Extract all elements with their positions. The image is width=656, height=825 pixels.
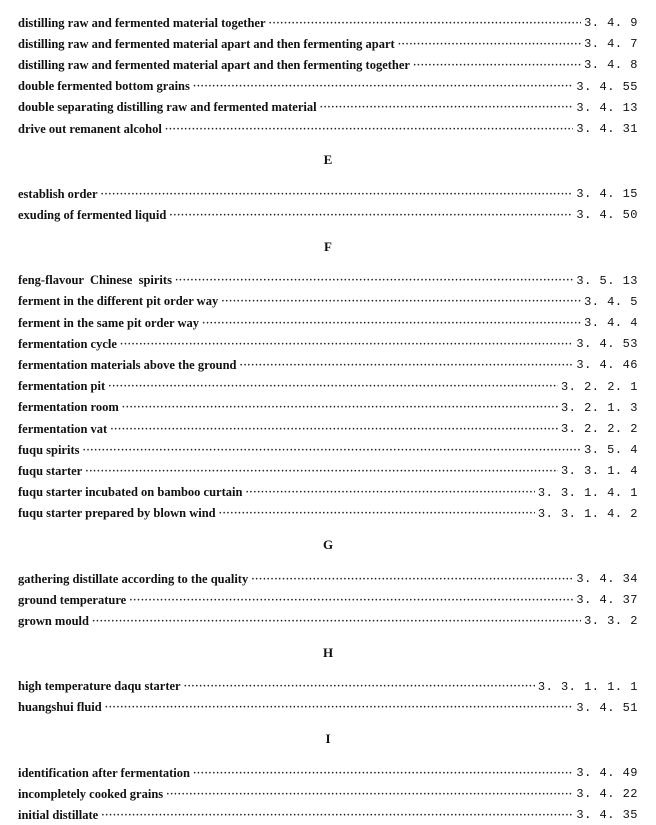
dot-leader bbox=[245, 487, 534, 498]
index-term: fuqu starter bbox=[18, 463, 83, 478]
dot-leader bbox=[120, 339, 573, 350]
dot-leader bbox=[219, 508, 535, 519]
index-term: fermentation materials above the ground bbox=[18, 357, 237, 372]
index-term: distilling raw and fermented material together bbox=[18, 15, 266, 30]
dot-leader bbox=[202, 318, 581, 329]
index-entry bbox=[18, 13, 638, 33]
index-ref: 3. 4. 50 bbox=[576, 208, 638, 223]
index-entry bbox=[18, 784, 638, 804]
index-ref: 3. 4. 15 bbox=[576, 187, 638, 202]
index-term: ferment in the different pit order way bbox=[18, 294, 219, 309]
index-ref: 3. 4. 22 bbox=[576, 787, 638, 802]
index-entry bbox=[18, 569, 638, 589]
index-term: fuqu starter incubated on bamboo curtain bbox=[18, 485, 243, 500]
index-term: double separating distilling raw and fermented material bbox=[18, 100, 317, 115]
index-entry bbox=[18, 805, 638, 825]
index-term: fuqu spirits bbox=[18, 442, 80, 457]
index-entry bbox=[18, 461, 638, 481]
index-term: fuqu starter prepared by blown wind bbox=[18, 506, 216, 521]
section-letter-i: I bbox=[325, 731, 331, 746]
index-entry bbox=[18, 77, 638, 97]
index-ref: 3. 4. 35 bbox=[576, 808, 638, 823]
index-term: fermentation room bbox=[18, 400, 119, 415]
index-entry bbox=[18, 763, 638, 783]
index-ref: 3. 3. 2 bbox=[584, 614, 638, 629]
index-ref: 3. 3. 1. 1. 1 bbox=[537, 679, 638, 694]
dot-leader bbox=[101, 810, 573, 821]
dot-leader bbox=[184, 681, 535, 692]
index-ref: 3. 4. 7 bbox=[584, 37, 638, 52]
index-entry bbox=[18, 677, 638, 697]
index-entry bbox=[18, 419, 638, 439]
index-term: fermentation vat bbox=[18, 421, 108, 436]
section-letter-e: E bbox=[323, 152, 333, 168]
dot-leader bbox=[269, 18, 582, 29]
dot-leader bbox=[398, 39, 581, 50]
index-term: huangshui fluid bbox=[18, 700, 102, 715]
index-entry bbox=[18, 184, 638, 204]
dot-leader bbox=[85, 466, 558, 477]
index-entry bbox=[18, 119, 638, 139]
index-term: feng-flavour Chinese spirits bbox=[18, 273, 172, 288]
index-ref: 3. 4. 55 bbox=[576, 79, 638, 94]
dot-leader bbox=[413, 60, 581, 71]
index-term: distilling raw and fermented material apart and then fermenting apart bbox=[18, 36, 395, 51]
dot-leader bbox=[105, 702, 574, 713]
section-letter-g: G bbox=[322, 537, 334, 552]
index-ref: 3. 4. 9 bbox=[584, 16, 638, 30]
index-ref: 3. 5. 4 bbox=[584, 443, 638, 458]
index-entry bbox=[18, 355, 638, 375]
dot-leader bbox=[108, 381, 558, 392]
dot-leader bbox=[110, 424, 558, 435]
dot-leader bbox=[166, 789, 573, 800]
index-entry bbox=[18, 205, 638, 225]
index-entry bbox=[18, 590, 638, 610]
dot-leader bbox=[169, 210, 573, 221]
dot-leader bbox=[193, 768, 573, 779]
index-term: identification after fermentation bbox=[18, 765, 190, 780]
index-ref: 3. 4. 49 bbox=[576, 766, 638, 780]
index-ref: 3. 4. 34 bbox=[576, 572, 638, 586]
index-entry bbox=[18, 483, 638, 503]
index-term: grown mould bbox=[18, 613, 89, 628]
index-ref: 3. 4. 4 bbox=[584, 316, 638, 330]
dot-leader bbox=[240, 360, 574, 371]
index-ref: 3. 4. 53 bbox=[576, 337, 638, 352]
index-ref: 3. 4. 46 bbox=[576, 358, 638, 373]
dot-leader bbox=[92, 616, 581, 627]
index-term: fermentation cycle bbox=[18, 336, 117, 351]
index-entry bbox=[18, 34, 638, 54]
index-ref: 3. 2. 2. 2 bbox=[560, 422, 638, 436]
index-entry bbox=[18, 292, 638, 312]
dot-leader bbox=[101, 189, 574, 200]
index-entry bbox=[18, 611, 638, 631]
index-ref: 3. 2. 1. 3 bbox=[560, 400, 638, 415]
dot-leader bbox=[165, 124, 574, 135]
index-ref: 3. 4. 13 bbox=[576, 100, 638, 115]
index-term: high temperature daqu starter bbox=[18, 679, 181, 694]
index-ref: 3. 4. 31 bbox=[576, 122, 638, 136]
section-letter-f: F bbox=[324, 238, 332, 254]
index-entry bbox=[18, 55, 638, 75]
dot-leader bbox=[129, 595, 573, 606]
index-term: incompletely cooked grains bbox=[18, 786, 164, 801]
index-ref: 3. 3. 1. 4 bbox=[560, 464, 638, 479]
index-ref: 3. 2. 2. 1 bbox=[560, 379, 638, 394]
index-ref: 3. 5. 13 bbox=[576, 273, 638, 288]
index-term: fermentation pit bbox=[18, 379, 106, 394]
index-entry bbox=[18, 313, 638, 333]
dot-leader bbox=[82, 445, 581, 456]
dot-leader bbox=[122, 402, 558, 413]
dot-leader bbox=[221, 296, 581, 307]
dot-leader bbox=[320, 102, 574, 113]
index-term: exuding of fermented liquid bbox=[18, 207, 167, 222]
index-ref: 3. 4. 5 bbox=[584, 294, 638, 309]
index-entry bbox=[18, 504, 638, 524]
index-term: ferment in the same pit order way bbox=[18, 315, 199, 330]
index-entry bbox=[18, 377, 638, 397]
index-entry bbox=[18, 440, 638, 460]
section-letter-h: H bbox=[322, 644, 334, 660]
index-term: distilling raw and fermented material apart and then fermenting together bbox=[18, 57, 410, 72]
dot-leader bbox=[175, 275, 573, 286]
index-term: drive out remanent alcohol bbox=[18, 121, 162, 136]
index-ref: 3. 4. 51 bbox=[576, 700, 638, 715]
index-term: gathering distillate according to the quality bbox=[18, 571, 249, 586]
index-entry bbox=[18, 698, 638, 718]
index-term: initial distillate bbox=[18, 807, 99, 822]
index-term: ground temperature bbox=[18, 592, 127, 607]
index-ref: 3. 4. 37 bbox=[576, 593, 638, 608]
index-entry bbox=[18, 334, 638, 354]
dot-leader bbox=[251, 574, 573, 585]
index-entry bbox=[18, 398, 638, 418]
index-entry bbox=[18, 98, 638, 118]
index-ref: 3. 3. 1. 4. 1 bbox=[537, 485, 638, 500]
index-ref: 3. 3. 1. 4. 2 bbox=[537, 506, 638, 521]
index-term: double fermented bottom grains bbox=[18, 79, 190, 94]
dot-leader bbox=[193, 81, 574, 92]
index-term: establish order bbox=[18, 186, 98, 201]
index-entry bbox=[18, 271, 638, 291]
index-ref: 3. 4. 8 bbox=[584, 58, 638, 73]
